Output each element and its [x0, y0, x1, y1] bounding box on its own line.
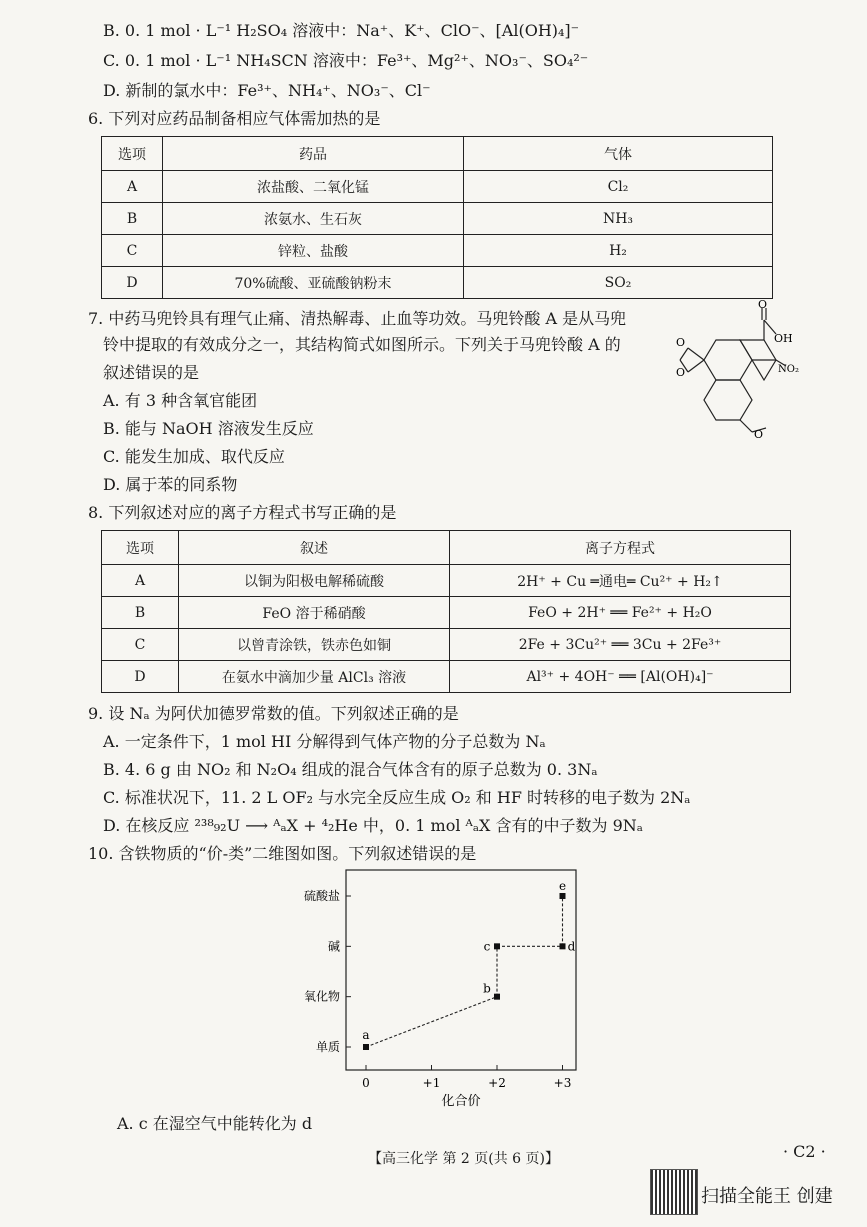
molecule-structure	[670, 298, 800, 448]
q8-stem: 8. 下列叙述对应的离子方程式书写正确的是	[88, 503, 397, 522]
q6-stem: 6. 下列对应药品制备相应气体需加热的是	[88, 109, 381, 128]
table-row	[102, 597, 791, 629]
table-cell: B	[102, 597, 179, 629]
point-label-c: c	[483, 939, 491, 954]
scanner-brand: 扫描全能王 创建	[701, 1186, 833, 1207]
table-header: 选项	[102, 531, 179, 565]
valence-class-chart	[290, 868, 610, 1113]
table-cell: 2Fe + 3Cu²⁺ ══ 3Cu + 2Fe³⁺	[450, 629, 791, 661]
table-cell: A	[102, 565, 179, 597]
table-cell: D	[102, 661, 179, 693]
q9-option-d: D. 在核反应 ²³⁸₉₂U ⟶ ᴬₐX + ⁴₂He 中，0. 1 mol ᴬₐX 含有的中子数为 9Nₐ	[103, 816, 643, 835]
mol-o-top: O	[758, 298, 768, 311]
q7-option-b: B. 能与 NaOH 溶液发生反应	[103, 419, 314, 438]
table-cell: B	[102, 203, 163, 235]
table-header: 药品	[163, 137, 464, 171]
table-cell: Cl₂	[464, 171, 773, 203]
q9-option-b: B. 4. 6 g 由 NO₂ 和 N₂O₄ 组成的混合气体含有的原子总数为 0. 3Nₐ	[103, 760, 598, 779]
q6-table	[101, 136, 773, 299]
table-row	[102, 267, 773, 299]
q7-option-d: D. 属于苯的同系物	[103, 475, 238, 494]
q7-option-c: C. 能发生加成、取代反应	[103, 447, 285, 466]
table-cell: FeO + 2H⁺ ══ Fe²⁺ + H₂O	[450, 597, 791, 629]
table-header: 选项	[102, 137, 163, 171]
x-tick-label: 0	[362, 1076, 370, 1090]
table-cell: SO₂	[464, 267, 773, 299]
table-header-row	[102, 137, 773, 171]
q5-option-d: D. 新制的氯水中：Fe³⁺、NH₄⁺、NO₃⁻、Cl⁻	[103, 81, 431, 100]
page-footer: 【高三化学 第 2 页(共 6 页)】	[368, 1151, 559, 1167]
table-cell: 锌粒、盐酸	[163, 235, 464, 267]
table-cell: 在氨水中滴加少量 AlCl₃ 溶液	[179, 661, 450, 693]
chart-frame	[346, 870, 576, 1070]
mol-o-dioxole-1: O	[676, 336, 686, 349]
table-cell: H₂	[464, 235, 773, 267]
y-tick-label: 碱	[327, 939, 340, 954]
x-tick-label: +2	[488, 1076, 506, 1090]
point-d	[560, 943, 566, 949]
table-cell: D	[102, 267, 163, 299]
x-tick-label: +1	[422, 1076, 441, 1090]
q9-option-c: C. 标准状况下，11. 2 L OF₂ 与水完全反应生成 O₂ 和 HF 时转移的电子数为 2Nₐ	[103, 788, 691, 807]
y-tick-label: 单质	[315, 1040, 340, 1054]
mol-oh: OH	[774, 332, 793, 345]
table-cell: 浓氨水、生石灰	[163, 203, 464, 235]
point-c	[494, 943, 500, 949]
table-cell: FeO 溶于稀硝酸	[179, 597, 450, 629]
table-cell: C	[102, 629, 179, 661]
y-tick-label: 氧化物	[303, 989, 340, 1004]
q5-option-b: B. 0. 1 mol · L⁻¹ H₂SO₄ 溶液中：Na⁺、K⁺、ClO⁻、[Al(OH)₄]⁻	[103, 21, 580, 40]
point-label-d: d	[567, 939, 576, 954]
table-header-row	[102, 531, 791, 565]
table-row	[102, 629, 791, 661]
q7-option-a: A. 有 3 种含氧官能团	[103, 391, 258, 410]
mol-no2: NO₂	[778, 364, 799, 375]
table-row	[102, 203, 773, 235]
page-code: · C2 ·	[783, 1142, 826, 1161]
table-row	[102, 235, 773, 267]
table-header: 叙述	[179, 531, 450, 565]
q9-stem: 9. 设 Nₐ 为阿伏加德罗常数的值。下列叙述正确的是	[88, 704, 459, 723]
table-header: 气体	[464, 137, 773, 171]
scanner-logo	[650, 1169, 698, 1215]
q8-table	[101, 530, 791, 693]
q5-option-c: C. 0. 1 mol · L⁻¹ NH₄SCN 溶液中：Fe³⁺、Mg²⁺、NO₃⁻、SO₄²⁻	[103, 51, 589, 70]
mol-o-methoxy: O	[754, 428, 764, 441]
point-label-e: e	[558, 879, 567, 893]
point-e	[560, 893, 566, 899]
y-tick-label: 硫酸盐	[303, 889, 340, 903]
point-b	[494, 994, 500, 1000]
q10-option-a: A. c 在湿空气中能转化为 d	[117, 1114, 313, 1133]
table-row	[102, 565, 791, 597]
x-tick-label: +3	[553, 1076, 572, 1090]
table-header: 离子方程式	[450, 531, 791, 565]
table-cell: Al³⁺ + 4OH⁻ ══ [Al(OH)₄]⁻	[450, 661, 791, 693]
table-cell: C	[102, 235, 163, 267]
table-cell: 以曾青涂铁，铁赤色如铜	[179, 629, 450, 661]
table-cell: A	[102, 171, 163, 203]
q7-stem-1: 7. 中药马兜铃具有理气止痛、清热解毒、止血等功效。马兜铃酸 A 是从马兜	[88, 309, 627, 328]
table-cell: NH₃	[464, 203, 773, 235]
point-label-a: a	[362, 1028, 370, 1042]
q10-stem: 10. 含铁物质的“价-类”二维图如图。下列叙述错误的是	[88, 844, 477, 863]
table-cell: 以铜为阳极电解稀硫酸	[179, 565, 450, 597]
q7-stem-3: 叙述错误的是	[103, 363, 200, 382]
table-cell: 浓盐酸、二氧化锰	[163, 171, 464, 203]
point-label-b: b	[483, 981, 491, 996]
path-segment-a-b	[366, 997, 497, 1047]
table-cell: 2H⁺ + Cu ═通电═ Cu²⁺ + H₂↑	[450, 565, 791, 597]
q9-option-a: A. 一定条件下，1 mol HI 分解得到气体产物的分子总数为 Nₐ	[103, 732, 546, 751]
q7-stem-2: 铃中提取的有效成分之一，其结构简式如图所示。下列关于马兜铃酸 A 的	[103, 335, 621, 354]
x-axis-label: 化合价	[441, 1094, 481, 1109]
table-row	[102, 661, 791, 693]
table-row	[102, 171, 773, 203]
table-cell: 70%硫酸、亚硫酸钠粉末	[163, 267, 464, 299]
mol-o-dioxole-2: O	[676, 366, 686, 379]
point-a	[363, 1044, 369, 1050]
